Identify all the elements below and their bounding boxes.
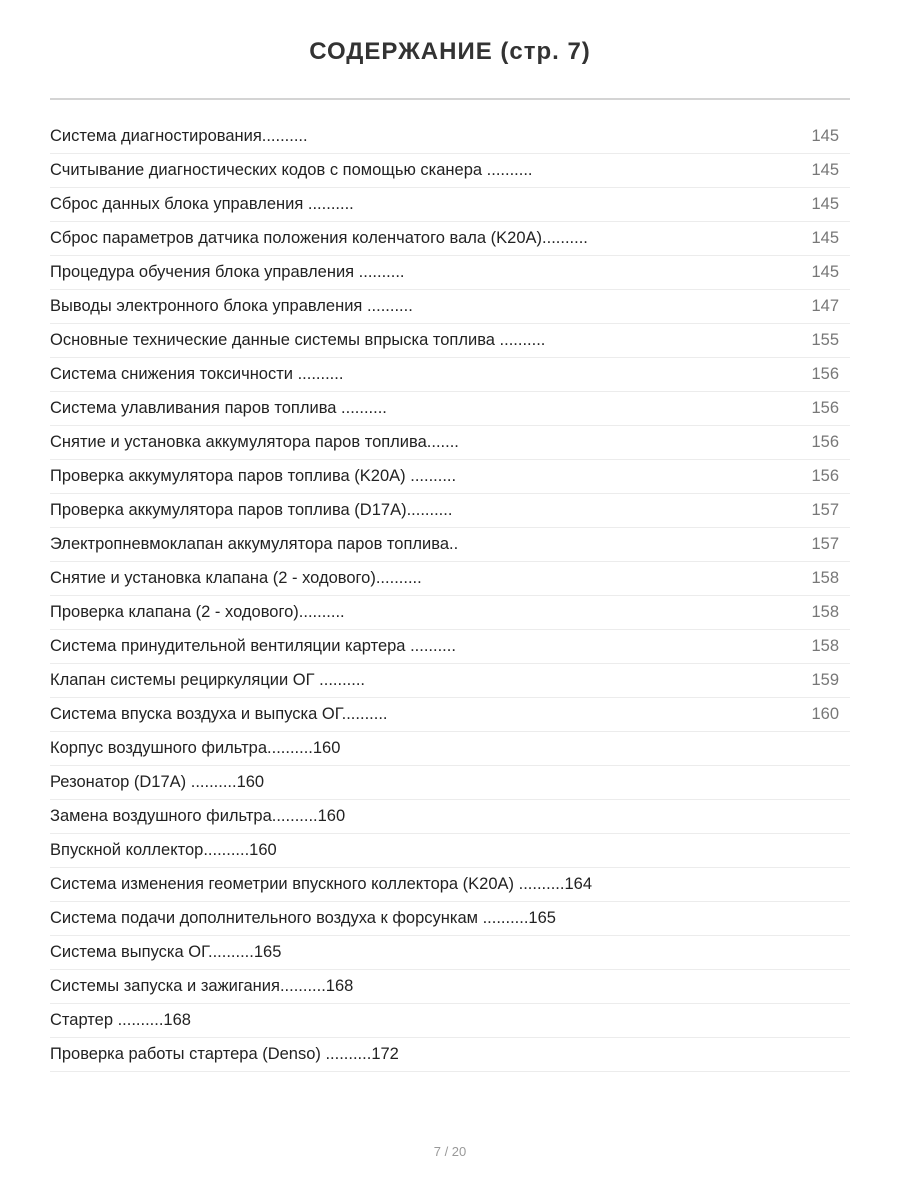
page-indicator: 7 / 20 [433,1144,467,1159]
toc-entry-title: Проверка работы стартера (Denso) ..........172 [50,1045,399,1063]
toc-entry-page-number: 155 [811,331,839,349]
toc-entry[interactable] [50,256,850,290]
toc-entry-page-number: 160 [811,705,839,723]
toc-entry-title: Электропневмоклапан аккумулятора паров топлива.. [50,535,459,553]
toc-entry-title: Система выпуска ОГ..........165 [50,943,282,961]
toc-entry-title: Системы запуска и зажигания..........168 [50,977,354,995]
toc-entry[interactable] [50,426,850,460]
toc-entry[interactable] [50,902,850,936]
toc-entry-title: Снятие и установка аккумулятора паров топлива....... [50,433,459,451]
toc-entry-title: Проверка клапана (2 - ходового).......... [50,603,345,621]
toc-entry-page-number: 159 [811,671,839,689]
toc-entry[interactable] [50,154,850,188]
toc-entry-page-number: 156 [811,467,839,485]
toc-entry-title: Считывание диагностических кодов с помощью сканера .......... [50,161,533,179]
toc-entry-page-number: 158 [811,637,839,655]
toc-entry-page-number: 145 [811,263,839,281]
toc-entry-title: Система диагностирования.......... [50,127,308,145]
toc-entry[interactable] [50,970,850,1004]
toc-entry-title: Снятие и установка клапана (2 - ходового).......... [50,569,422,587]
toc-entry[interactable] [50,732,850,766]
toc-entry[interactable] [50,494,850,528]
toc-list [50,120,850,1072]
toc-entry-page-number: 157 [811,535,839,553]
toc-entry[interactable] [50,528,850,562]
title-divider [50,98,850,100]
toc-entry-title: Система изменения геометрии впускного коллектора (K20A) ..........164 [50,875,592,893]
toc-entry-page-number: 156 [811,433,839,451]
toc-entry-page-number: 158 [811,569,839,587]
toc-entry[interactable] [50,120,850,154]
toc-entry-page-number: 156 [811,399,839,417]
toc-entry-title: Система подачи дополнительного воздуха к форсункам ..........165 [50,909,556,927]
toc-entry[interactable] [50,188,850,222]
page-title: СОДЕРЖАНИЕ (стр. 7) [309,38,591,65]
toc-entry-title: Проверка аккумулятора паров топлива (D17A).......... [50,501,453,519]
toc-entry[interactable] [50,698,850,732]
toc-entry[interactable] [50,630,850,664]
toc-entry-title: Стартер ..........168 [50,1011,191,1029]
toc-entry-title: Сброс параметров датчика положения коленчатого вала (K20A).......... [50,229,588,247]
toc-entry-title: Корпус воздушного фильтра..........160 [50,739,341,757]
toc-entry[interactable] [50,766,850,800]
toc-entry-title: Проверка аккумулятора паров топлива (K20A) .......... [50,467,457,485]
toc-entry[interactable] [50,358,850,392]
toc-entry-title: Система впуска воздуха и выпуска ОГ.......... [50,705,388,723]
toc-entry-page-number: 158 [811,603,839,621]
toc-entry-title: Выводы электронного блока управления .......... [50,297,413,315]
toc-entry[interactable] [50,1038,850,1072]
toc-entry-title: Сброс данных блока управления .......... [50,195,354,213]
toc-entry[interactable] [50,324,850,358]
toc-entry[interactable] [50,868,850,902]
toc-entry-page-number: 145 [811,195,839,213]
toc-entry-title: Замена воздушного фильтра..........160 [50,807,346,825]
toc-entry-title: Система улавливания паров топлива .......... [50,399,387,417]
toc-entry[interactable] [50,936,850,970]
toc-entry-page-number: 145 [811,161,839,179]
toc-entry-title: Клапан системы рециркуляции ОГ .......... [50,671,365,689]
toc-entry-page-number: 145 [811,229,839,247]
toc-entry[interactable] [50,392,850,426]
toc-entry-title: Система снижения токсичности .......... [50,365,344,383]
toc-entry[interactable] [50,1004,850,1038]
toc-entry-title: Впускной коллектор..........160 [50,841,277,859]
toc-entry[interactable] [50,834,850,868]
toc-entry-page-number: 156 [811,365,839,383]
toc-entry-title: Процедура обучения блока управления .......... [50,263,405,281]
toc-entry-page-number: 157 [811,501,839,519]
toc-entry[interactable] [50,596,850,630]
toc-entry[interactable] [50,222,850,256]
toc-entry-title: Система принудительной вентиляции картера .......... [50,637,456,655]
toc-entry[interactable] [50,290,850,324]
toc-entry[interactable] [50,562,850,596]
toc-entry-title: Резонатор (D17A) ..........160 [50,773,265,791]
toc-entry[interactable] [50,800,850,834]
toc-entry[interactable] [50,460,850,494]
toc-entry-title: Основные технические данные системы впрыска топлива .......... [50,331,546,349]
toc-entry-page-number: 145 [811,127,839,145]
toc-entry-page-number: 147 [811,297,839,315]
toc-entry[interactable] [50,664,850,698]
